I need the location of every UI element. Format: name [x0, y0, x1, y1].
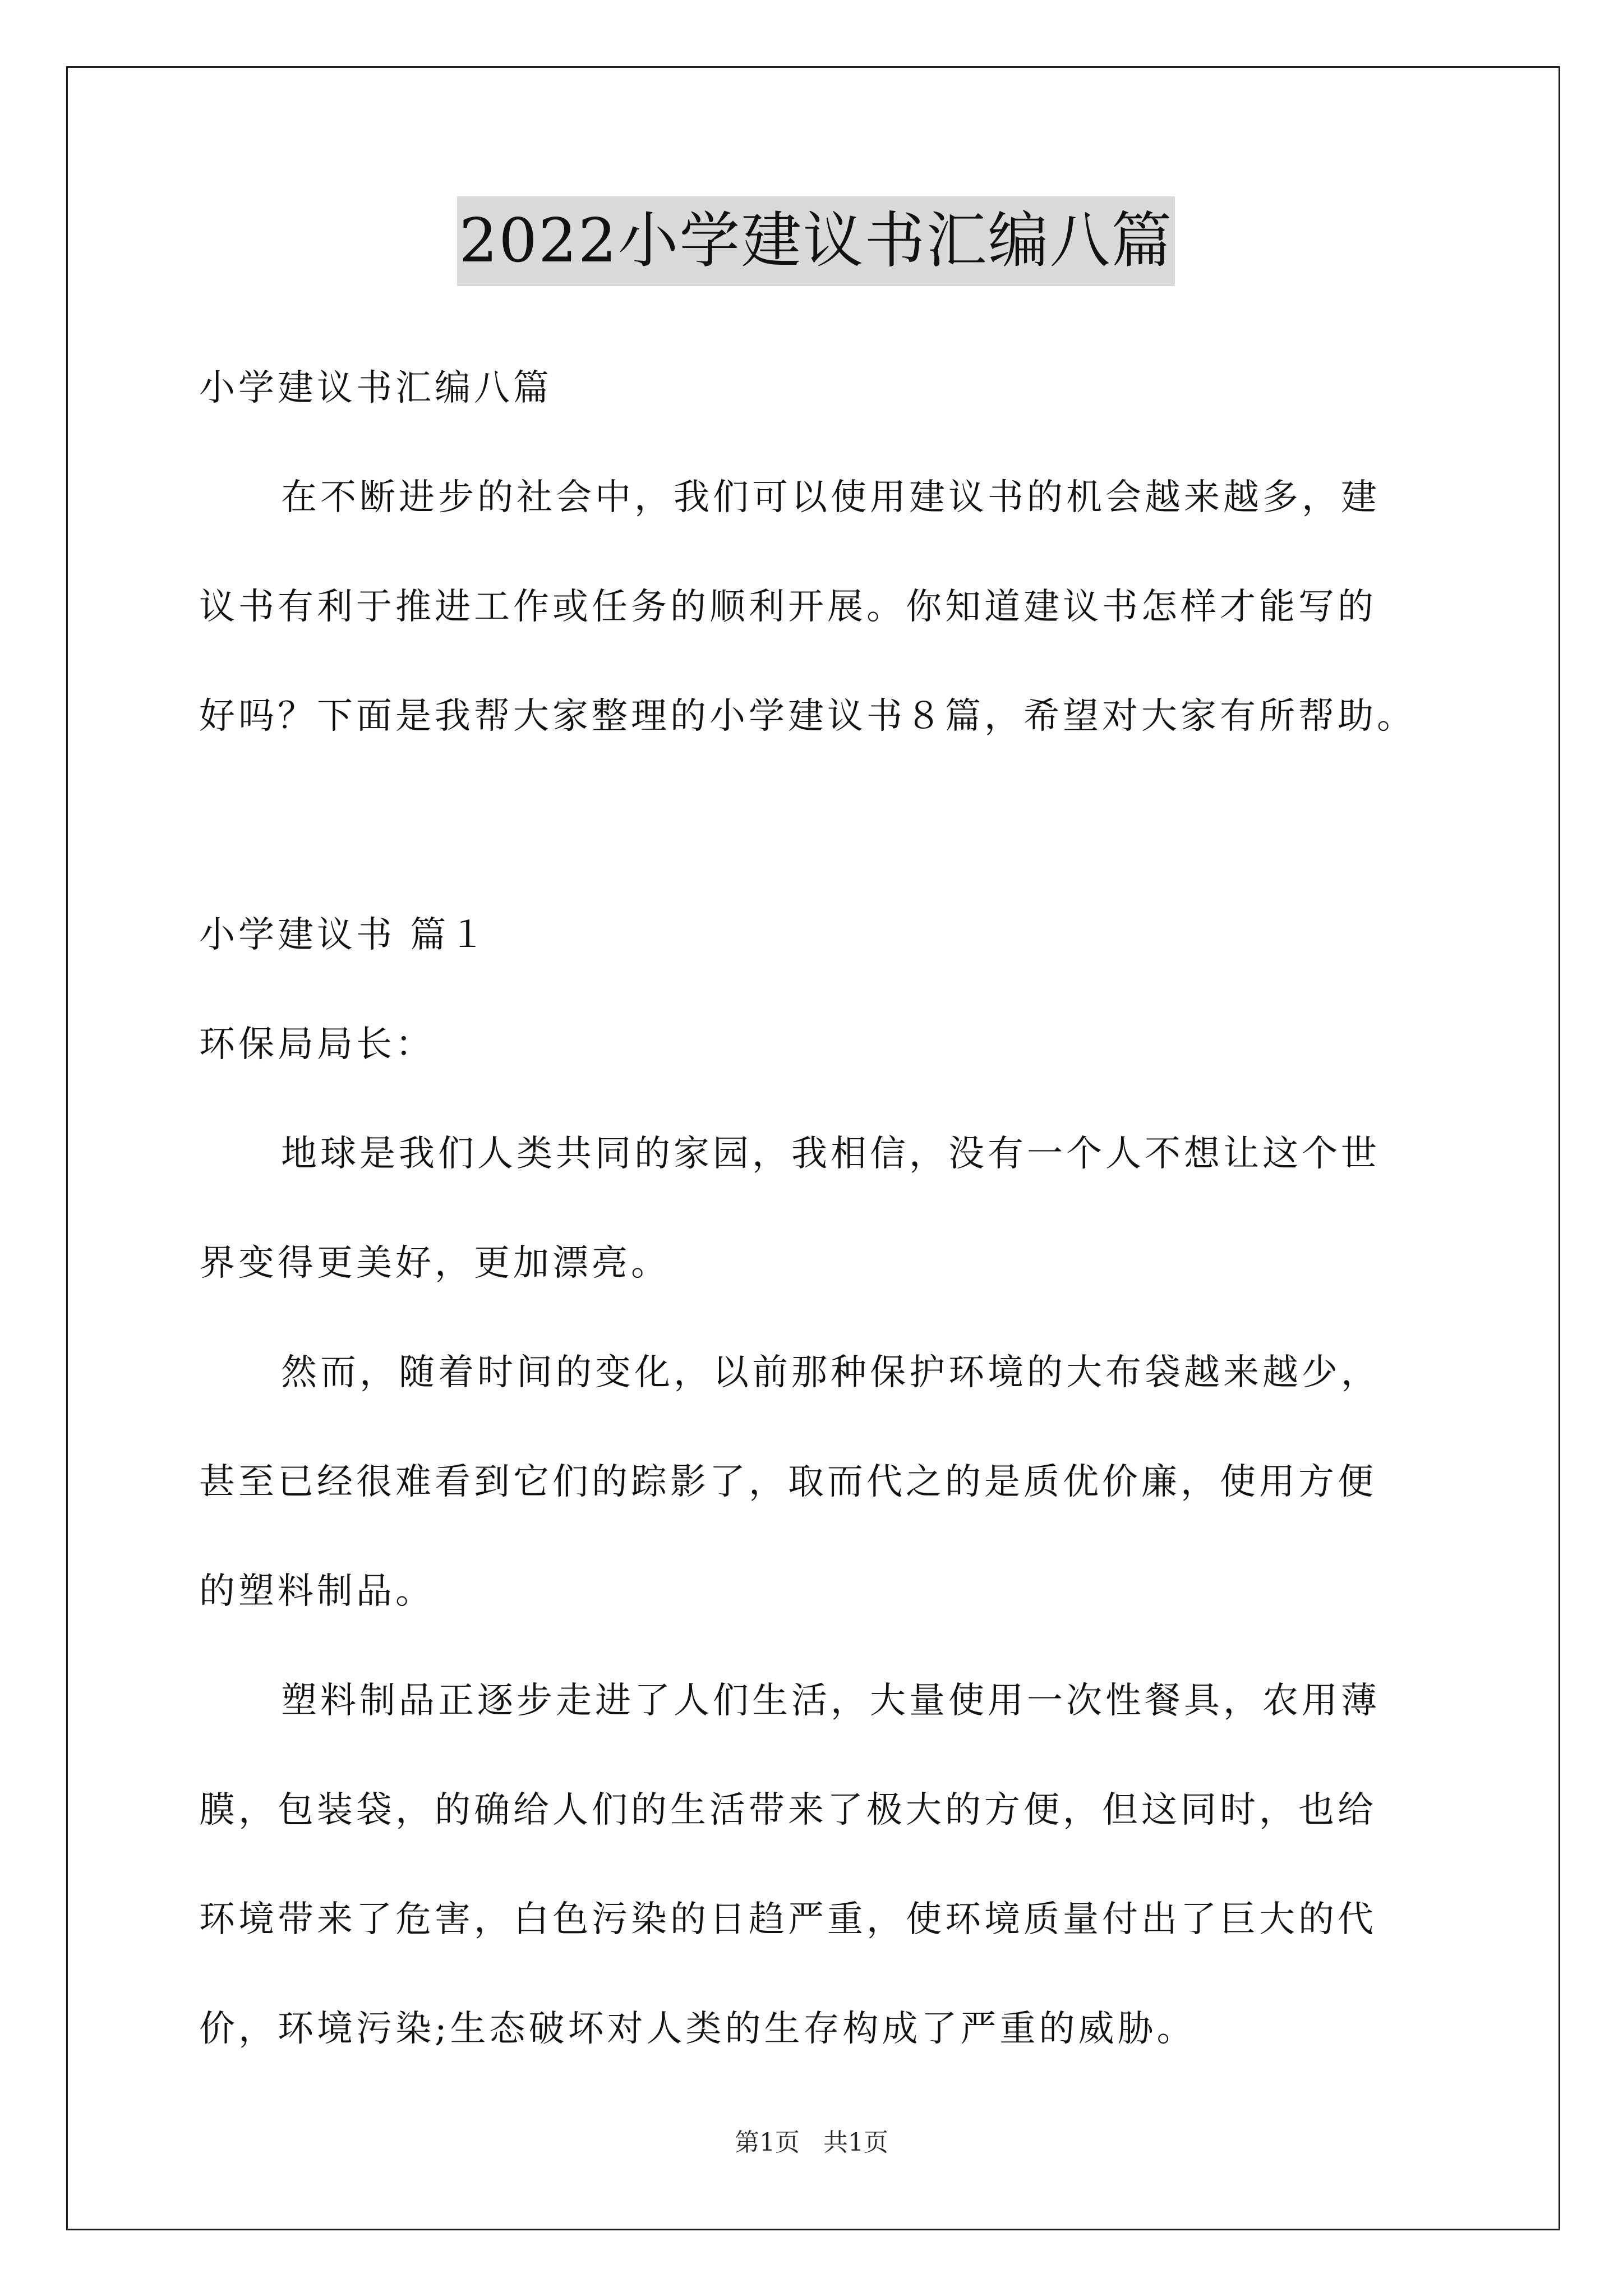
body-text — [199, 334, 1433, 2084]
document-body — [199, 196, 1433, 2084]
paragraph-line: 界变得更美好，更加漂亮。 — [199, 1243, 670, 1284]
paragraph-line: 甚至已经很难看到它们的踪影了，取而代之的是质优价廉，使用方便 — [199, 1461, 1377, 1503]
paragraph-line: 然而，随着时间的变化，以前那种保护环境的大布袋越来越少， — [281, 1352, 1380, 1393]
intro-line: 在不断进步的社会中，我们可以使用建议书的机会越来越多，建 — [281, 477, 1380, 518]
paragraph-line: 塑料制品正逐步走进了人们生活，大量使用一次性餐具，农用薄 — [281, 1680, 1380, 1722]
intro-line: 议书有利于推进工作或任务的顺利开展。你知道建议书怎样才能写的 — [199, 586, 1377, 628]
blank-line — [199, 771, 1433, 881]
section-heading: 小学建议书 篇１ — [199, 914, 489, 956]
paragraph-line: 的塑料制品。 — [199, 1571, 435, 1612]
paragraph-line: 地球是我们人类共同的家园，我相信，没有一个人不想让这个世 — [281, 1133, 1380, 1175]
title-wrap — [199, 196, 1433, 286]
document-subtitle: 小学建议书汇编八篇 — [199, 367, 552, 409]
salutation: 环保局局长： — [199, 1024, 435, 1065]
intro-line: 好吗？下面是我帮大家整理的小学建议书８篇，希望对大家有所帮助。 — [199, 696, 1416, 737]
paragraph-line: 环境带来了危害，白色污染的日趋严重，使环境质量付出了巨大的代 — [199, 1899, 1377, 1940]
page-number-footer: 第1页 共1页 — [735, 2128, 888, 2157]
document-title: 2022小学建议书汇编八篇 — [457, 196, 1175, 286]
paragraph-line: 价，环境污染;生态破坏对人类的生存构成了严重的威胁。 — [199, 2008, 1196, 2050]
paragraph-line: 膜，包装袋，的确给人们的生活带来了极大的方便，但这同时，也给 — [199, 1789, 1377, 1831]
